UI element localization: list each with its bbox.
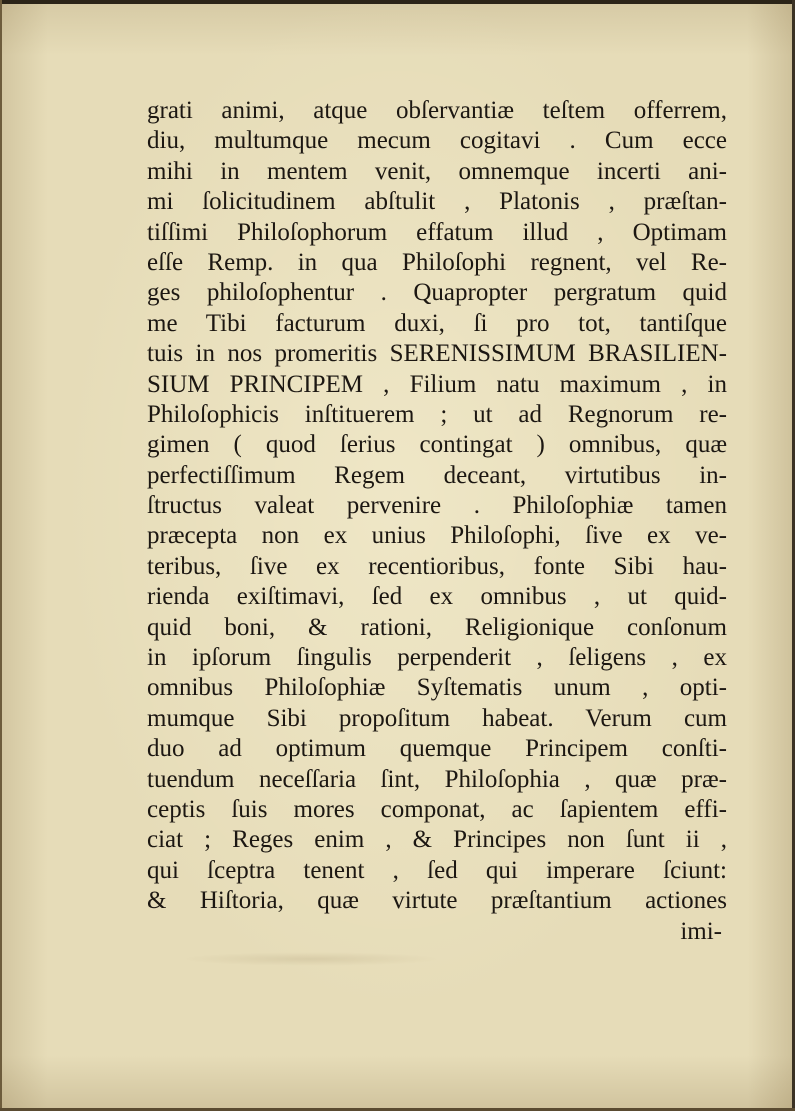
text-line: rienda exiſtimavi, ſed ex omnibus , ut quid- [147, 583, 727, 611]
page-left-edge [0, 0, 2, 1111]
text-line: teribus, ſive ex recentioribus, fonte Sibi hau- [147, 552, 727, 580]
text-line: tuis in nos promeritis SERENISSIMUM BRASILIEN- [147, 340, 727, 368]
text-line: gimen ( quod ſerius contingat ) omnibus, quæ [147, 431, 727, 459]
text-line: ges philoſophentur . Quapropter pergratum quid [147, 279, 727, 307]
body-text [147, 96, 727, 947]
text-line: tiſſimi Philoſophorum effatum illud , Optimam [147, 218, 727, 246]
text-line: perfectiſſimum Regem deceant, virtutibus in- [147, 461, 727, 489]
text-line: qui ſceptra tenent , ſed qui imperare ſciunt: [147, 856, 727, 884]
text-line: diu, multumque mecum cogitavi . Cum ecce [147, 127, 727, 155]
text-line: quid boni, & rationi, Religionique conſonum [147, 613, 727, 641]
text-line: præcepta non ex unius Philoſophi, ſive ex ve- [147, 522, 727, 550]
text-line: omnibus Philoſophiæ Syſtematis unum , opti- [147, 674, 727, 702]
text-line: ceptis ſuis mores componat, ac ſapientem effi- [147, 795, 727, 823]
text-line: mi ſolicitudinem abſtulit , Platonis , præſtan- [147, 188, 727, 216]
catchword: imi- [680, 917, 722, 945]
text-line: & Hiſtoria, quæ virtute præſtantium actiones [147, 887, 727, 915]
text-line: grati animi, atque obſervantiæ teſtem offerrem, [147, 97, 727, 124]
text-line: ciat ; Reges enim , & Principes non ſunt ii , [147, 826, 727, 854]
text-line: me Tibi facturum duxi, ſi pro tot, tantiſque [147, 309, 727, 337]
text-line: mihi in mentem venit, omnemque incerti ani- [147, 157, 727, 185]
text-line: SIUM PRINCIPEM , Filium natu maximum , in [147, 370, 727, 398]
text-line: ſtructus valeat pervenire . Philoſophiæ tamen [147, 492, 727, 520]
text-line: in ipſorum ſingulis perpenderit , ſeligens , ex [147, 644, 727, 672]
text-line: Philoſophicis inſtituerem ; ut ad Regnorum re- [147, 400, 727, 428]
page-top-edge [0, 0, 795, 4]
text-line: tuendum neceſſaria ſint, Philoſophia , quæ præ- [147, 765, 727, 793]
text-line: eſſe Remp. in qua Philoſophi regnent, vel Re- [147, 248, 727, 276]
ink-smudge [180, 952, 440, 966]
text-line: mumque Sibi propoſitum habeat. Verum cum [147, 704, 727, 732]
text-line: duo ad optimum quemque Principem conſti- [147, 735, 727, 763]
